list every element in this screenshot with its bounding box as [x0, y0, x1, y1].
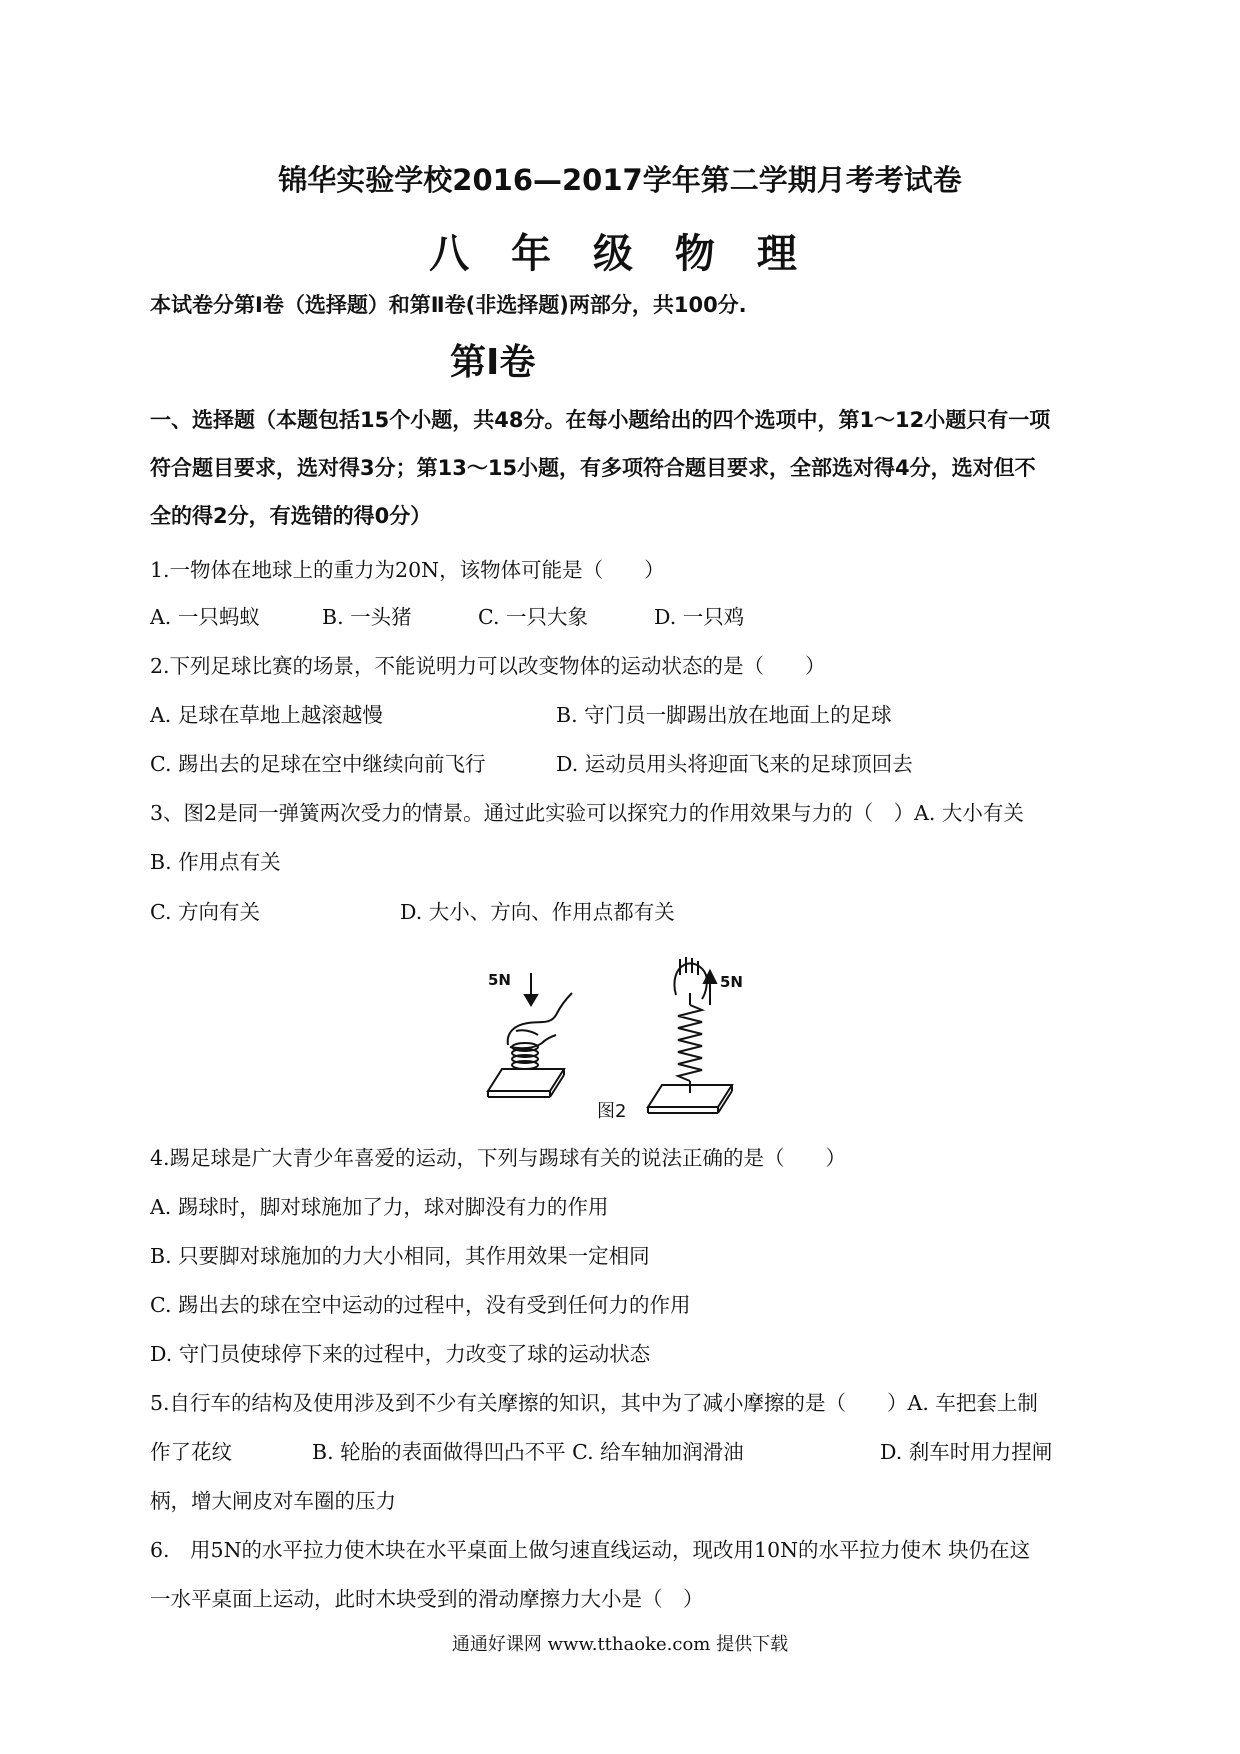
figure-caption: 图2	[597, 1101, 627, 1122]
question-5-option-a-end: 作了花纹	[150, 1440, 232, 1464]
question-5-options-b-c: B. 轮胎的表面做得凹凸不平 C. 给车轴加润滑油	[312, 1440, 744, 1464]
question-1-stem: 1.一物体在地球上的重力为20N，该物体可能是（ ）	[150, 558, 665, 582]
paper-intro: 本试卷分第Ⅰ卷（选择题）和第Ⅱ卷(非选择题)两部分，共100分.	[150, 293, 747, 317]
question-5-line-3: 柄，增大闸皮对车圈的压力	[150, 1489, 396, 1513]
question-1-option-a: A. 一只蚂蚁	[150, 605, 260, 629]
question-5-line-1: 5.自行车的结构及使用涉及到不少有关摩擦的知识，其中为了减小摩擦的是（ ）A. 车把套上制	[150, 1391, 1038, 1415]
question-3-option-c: C. 方向有关	[150, 900, 260, 924]
school-title: 锦华实验学校2016—2017学年第二学期月考考试卷	[278, 163, 962, 197]
section-instructions-line-1: 一、选择题（本题包括15个小题，共48分。在每小题给出的四个选项中，第1～12小题只有一项	[150, 408, 1051, 432]
question-6-line-1: 6. 用5N的水平拉力使木块在水平桌面上做匀速直线运动，现改用10N的水平拉力使木 块仍在这	[150, 1538, 1031, 1562]
compressed-spring-illustration	[488, 973, 572, 1097]
question-5-option-d: D. 刹车时用力捏闸	[880, 1440, 1053, 1464]
question-1-option-c: C. 一只大象	[478, 605, 588, 629]
question-2-option-d: D. 运动员用头将迎面飞来的足球顶回去	[556, 752, 913, 776]
question-4-option-c: C. 踢出去的球在空中运动的过程中，没有受到任何力的作用	[150, 1293, 691, 1317]
question-2-option-b: B. 守门员一脚踢出放在地面上的足球	[556, 703, 892, 727]
question-2-stem: 2.下列足球比赛的场景，不能说明力可以改变物体的运动状态的是（ ）	[150, 654, 826, 678]
question-4-option-b: B. 只要脚对球施加的力大小相同，其作用效果一定相同	[150, 1244, 650, 1268]
question-6-line-2: 一水平桌面上运动，此时木块受到的滑动摩擦力大小是（ ）	[150, 1587, 704, 1611]
question-2-option-a: A. 足球在草地上越滚越慢	[150, 703, 383, 727]
question-3-option-b: B. 作用点有关	[150, 850, 281, 874]
question-4-option-d: D. 守门员使球停下来的过程中，力改变了球的运动状态	[150, 1342, 651, 1366]
question-1-option-b: B. 一头猪	[322, 605, 412, 629]
question-1-option-d: D. 一只鸡	[654, 605, 745, 629]
volume-heading: 第Ⅰ卷	[450, 342, 536, 383]
force-label-up: 5N	[720, 973, 743, 991]
question-2-option-c: C. 踢出去的足球在空中继续向前飞行	[150, 752, 486, 776]
subject-title: 八 年 级 物 理	[429, 231, 811, 277]
section-instructions-line-2: 符合题目要求，选对得3分；第13～15小题，有多项符合题目要求，全部选对得4分，选对但不	[150, 456, 1036, 480]
force-label-down: 5N	[488, 971, 511, 989]
section-instructions-line-3: 全的得2分，有选错的得0分）	[150, 504, 432, 528]
question-3-option-d: D. 大小、方向、作用点都有关	[400, 900, 675, 924]
page-footer: 通通好课网 www.tthaoke.com 提供下载	[451, 1634, 789, 1655]
question-4-option-a: A. 踢球时，脚对球施加了力，球对脚没有力的作用	[150, 1195, 609, 1219]
question-3-stem: 3、图2是同一弹簧两次受力的情景。通过此实验可以探究力的作用效果与力的（ ）A. 大小有关	[150, 801, 1024, 825]
question-4-stem: 4.踢足球是广大青少年喜爱的运动，下列与踢球有关的说法正确的是（ ）	[150, 1146, 847, 1170]
